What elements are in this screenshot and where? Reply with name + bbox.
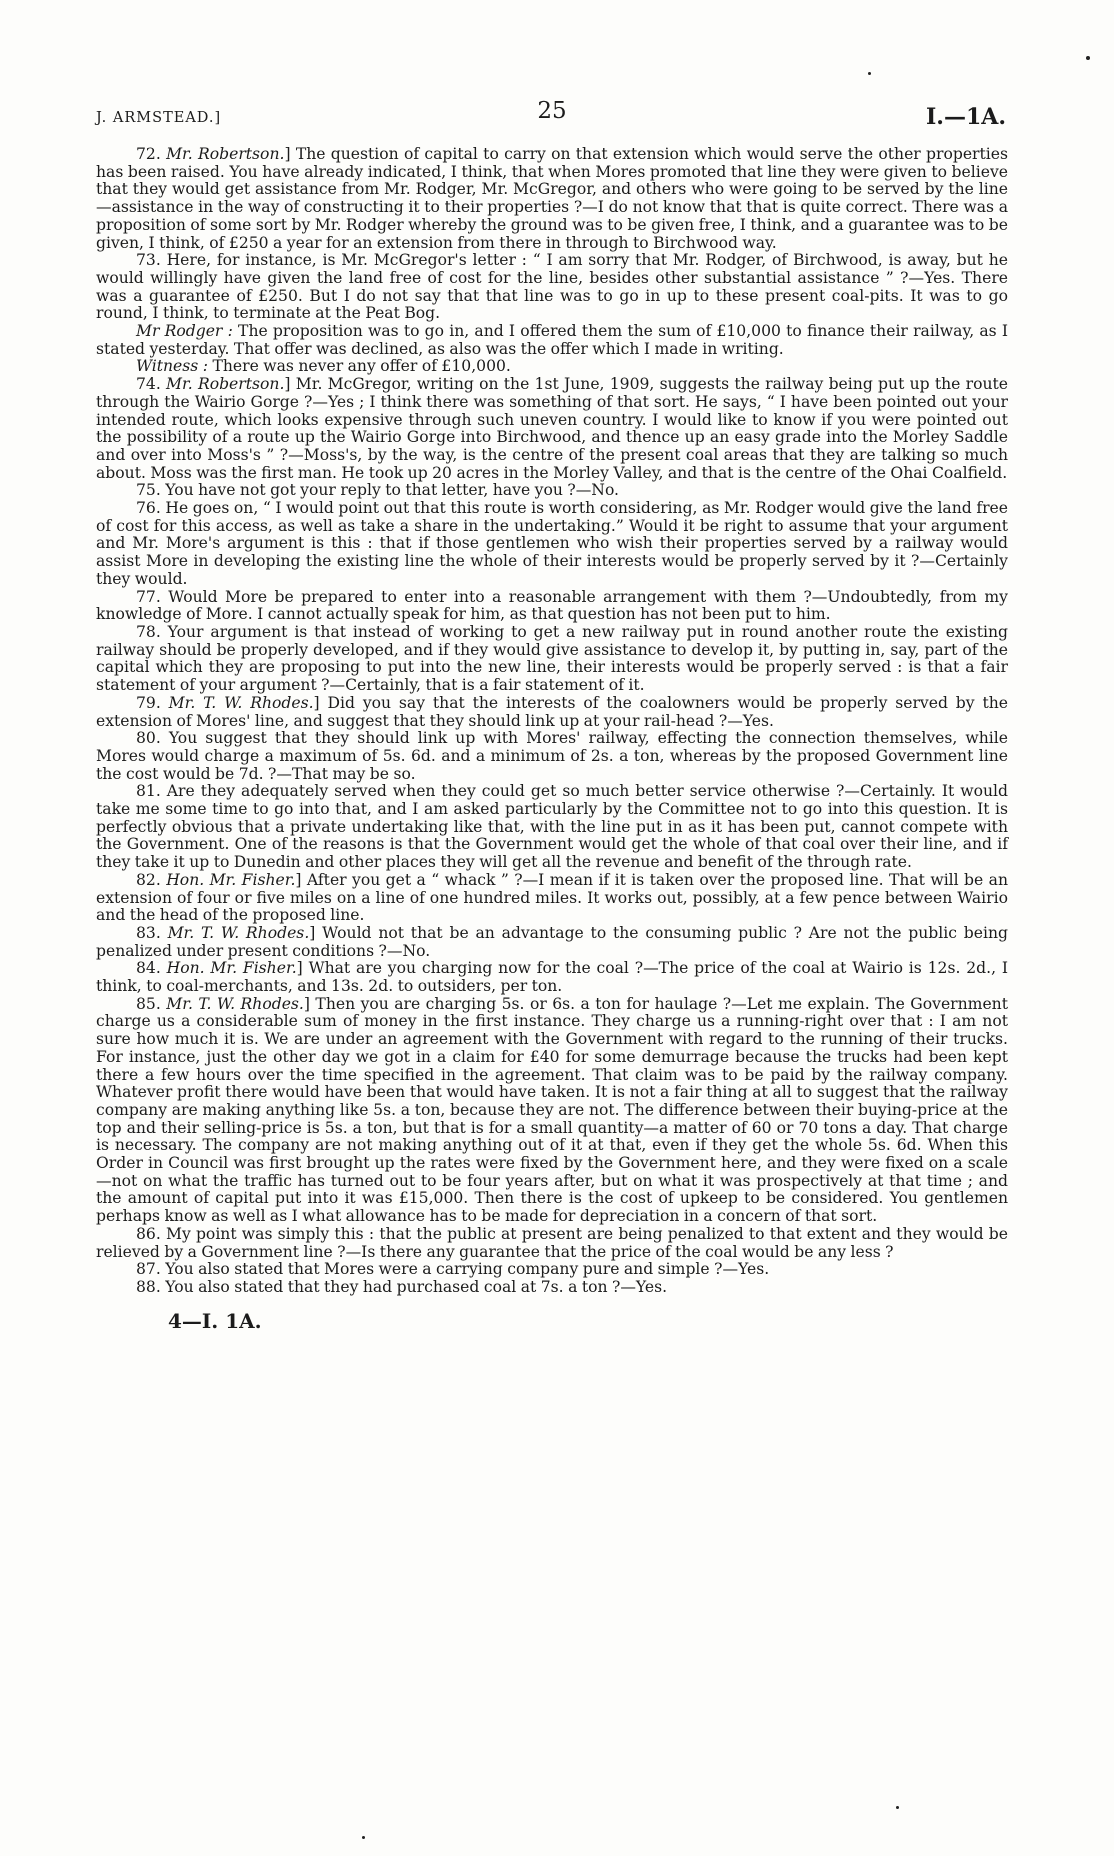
speaker-label: Witness : bbox=[136, 357, 208, 376]
scan-speck bbox=[362, 1836, 365, 1839]
evidence-paragraph bbox=[96, 358, 1008, 376]
evidence-paragraph bbox=[96, 252, 1008, 323]
paragraph-text: After you get a “ whack ” ?—I mean if it is taken over the proposed line. That will be an extension of four or five miles on a line of one hundred miles. It works out, possibly, at a few pence between Wairio and the head of the proposed line. bbox=[96, 870, 1008, 925]
evidence-paragraph bbox=[96, 1226, 1008, 1261]
paragraph-text: 86. My point was simply this : that the public at present are being penalized to that extent and they would be relieved by a Government line ?—Is there any guarantee that the price of the coal would be any less ? bbox=[96, 1224, 1008, 1261]
paragraph-text: The question of capital to carry on that extension which would serve the other properties has been raised. You have already indicated, I think, that when Mores promoted that line they were given to believe that they would get assistance from Mr. Rodger, Mr. McGregor, and others who were going to be served by the line—assistance in the way of constructing it to their properties ?—I do not know that that is quite correct. There was a proposition of some sort by Mr. Rodger whereby the ground was to be given free, I think, and a guarantee was to be given, I think, of £250 a year for an extension from there in through to Birchwood way. bbox=[96, 145, 1008, 252]
paragraph-text: 81. Are they adequately served when they could get so much better service otherwise ?—Certainly. It would take me some time to go into that, and I am asked particularly by the Committee not to go into this question. It is perfectly obvious that a private undertaking like that, with the line put in as it has been put, cannot compete with the Government. One of the reasons is that the Government would get the whole of that coal over their line, and if they take it up to Dunedin and other places they will get all the revenue and benefit of the through rate. bbox=[96, 782, 1008, 872]
speaker-label: 83. Mr. T. W. Rhodes.] bbox=[136, 923, 316, 942]
paragraph-text: 77. Would More be prepared to enter into a reasonable arrangement with them ?—Undoubtedly, from my knowledge of More. I cannot actually speak for him, as that question has not been put to him. bbox=[96, 587, 1008, 624]
paragraph-text: 78. Your argument is that instead of working to get a new railway put in round another route the existing railway should be properly developed, and if they would give assistance to develop it, by putting in, say, part of the capital which they are proposing to put into the new line, their interests would be properly served : is that a fair statement of your argument ?—Certainly, that is a fair statement of it. bbox=[96, 622, 1008, 695]
page-number: 25 bbox=[537, 98, 567, 124]
paragraph-text: The proposition was to go in, and I offered them the sum of £10,000 to finance their railway, as I stated yesterday. That offer was declined, as also was the offer which I made in writing. bbox=[96, 322, 1008, 358]
paragraph-text: 76. He goes on, “ I would point out that this route is worth considering, as Mr. Rodger would give the land free of cost for this access, as well as take a share in the undertaking.” Would it be right to assume that your argument and Mr. More's argument is this : that if those gentlemen who wish their properties served by a railway would assist More in developing the existing line the whole of their interests would be properly served by it ?—Certainly they would. bbox=[96, 499, 1008, 588]
evidence-paragraph bbox=[96, 996, 1008, 1226]
evidence-paragraph bbox=[96, 783, 1008, 872]
evidence-paragraph bbox=[96, 589, 1008, 624]
evidence-paragraph bbox=[96, 872, 1008, 925]
paragraph-text: 88. You also stated that they had purchased coal at 7s. a ton ?—Yes. bbox=[136, 1278, 668, 1296]
evidence-paragraph bbox=[96, 323, 1008, 358]
paragraph-text: 75. You have not got your reply to that letter, have you ?—No. bbox=[136, 481, 620, 500]
paragraph-text: Would not that be an advantage to the consuming public ? Are not the public being penalized under present conditions ?—No. bbox=[96, 923, 1008, 960]
page-header bbox=[96, 98, 1008, 138]
paragraph-text: 87. You also stated that Mores were a carrying company pure and simple ?—Yes. bbox=[136, 1260, 770, 1279]
printer-signature: 4—I. 1A. bbox=[168, 1308, 262, 1333]
paragraph-text: Mr. McGregor, writing on the 1st June, 1909, suggests the railway being put up the route through the Wairio Gorge ?—Yes ; I think there was something of that sort. He says, “ I have been pointed out your intended route, which looks expensive through such uneven country. I would like to know if you were pointed out the possibility of a route up the Wairio Gorge into Birchwood, and thence up an easy grade into the Morley Saddle and over into Moss's ” ?—Moss's, by the way, is the centre of the present coal areas that they are talking so much about. Moss was the first man. He took up 20 acres in the Morley Valley, and that is the centre of the Ohai Coalfield. bbox=[96, 375, 1008, 482]
speaker-label: 85. Mr. T. W. Rhodes.] bbox=[136, 994, 310, 1013]
evidence-paragraph bbox=[96, 146, 1008, 252]
evidence-paragraph bbox=[96, 960, 1008, 995]
scan-speck bbox=[868, 72, 871, 75]
speaker-label: 74. Mr. Robertson.] bbox=[136, 375, 291, 394]
evidence-paragraph bbox=[96, 500, 1008, 589]
speaker-label: 82. Hon. Mr. Fisher.] bbox=[136, 870, 302, 889]
evidence-paragraph bbox=[96, 925, 1008, 960]
header-witness-name: J. ARMSTEAD.] bbox=[96, 110, 222, 126]
document-page bbox=[96, 98, 1008, 1333]
paragraph-text: What are you charging now for the coal ?—The price of the coal at Wairio is 12s. 2d., I think, to coal-merchants, and 13s. 2d. to outsiders, per ton. bbox=[96, 959, 1008, 996]
paragraph-text: Then you are charging 5s. or 6s. a ton for haulage ?—Let me explain. The Government charge us a considerable sum of money in the first instance. They charge us a running-right over that : I am not sure how much it is. We are under an agreement with the Government with regard to the running of their trucks. For instance, just the other day we got in a claim for £40 for some demurrage because the trucks had been kept there a few hours over the time specified in the agreement. That claim was to be paid by the railway company. Whatever profit there would have been that would have taken. It is not a fair thing at all to suggest that the railway company are making anything like 5s. a ton, because they are not. The difference between their buying-price at the top and their selling-price is 5s. a ton, but that is for a small quantity—a matter of 60 or 70 tons a day. That charge is necessary. The company are not making anything out of it at that, even if they get the whole 5s. 6d. When this Order in Council was first brought up the rates were fixed by the Government here, and they were fixed on a scale—not on what the traffic has turned out to be four years after, but on what it was prospectively at that time ; and the amount of capital put into it was £15,000. Then there is the cost of upkeep to be considered. You gentlemen perhaps know as well as I what allowance has to be made for depreciation in a concern of that sort. bbox=[96, 994, 1008, 1226]
paragraph-text: 73. Here, for instance, is Mr. McGregor's letter : “ I am sorry that Mr. Rodger, of Birchwood, is away, but he would willingly have given the land free of cost for the line, besides other substantial assistance ” ?—Yes. There was a guarantee of £250. But I do not say that that line was to go in up to these present coal-pits. It was to go round, I think, to terminate at the Peat Bog. bbox=[96, 251, 1008, 323]
speaker-label: 79. Mr. T. W. Rhodes.] bbox=[136, 693, 320, 712]
evidence-paragraph bbox=[96, 624, 1008, 695]
evidence-paragraph bbox=[96, 482, 1008, 500]
evidence-paragraph bbox=[96, 730, 1008, 783]
scan-speck bbox=[896, 1806, 899, 1809]
evidence-paragraph bbox=[96, 1261, 1008, 1279]
evidence-paragraph bbox=[96, 376, 1008, 482]
paragraph-text: There was never any offer of £10,000. bbox=[212, 357, 511, 376]
speaker-label: 72. Mr. Robertson.] bbox=[136, 145, 291, 163]
evidence-body bbox=[96, 146, 1008, 1297]
paragraph-text: 80. You suggest that they should link up with Mores' railway, effecting the connection themselves, while Mores would charge a maximum of 5s. 6d. and a minimum of 2s. a ton, whereas by the proposed Government line the cost would be 7d. ?—That may be so. bbox=[96, 729, 1008, 783]
paragraph-text: Did you say that the interests of the coalowners would be properly served by the extension of Mores' line, and suggest that they should link up at your rail-head ?—Yes. bbox=[96, 693, 1008, 730]
evidence-paragraph bbox=[96, 1279, 1008, 1297]
header-paper-reference: I.—1A. bbox=[926, 104, 1006, 130]
speaker-label: Mr Rodger : bbox=[136, 322, 233, 341]
speaker-label: 84. Hon. Mr. Fisher.] bbox=[136, 959, 303, 978]
evidence-paragraph bbox=[96, 695, 1008, 730]
scan-speck bbox=[1086, 56, 1090, 60]
